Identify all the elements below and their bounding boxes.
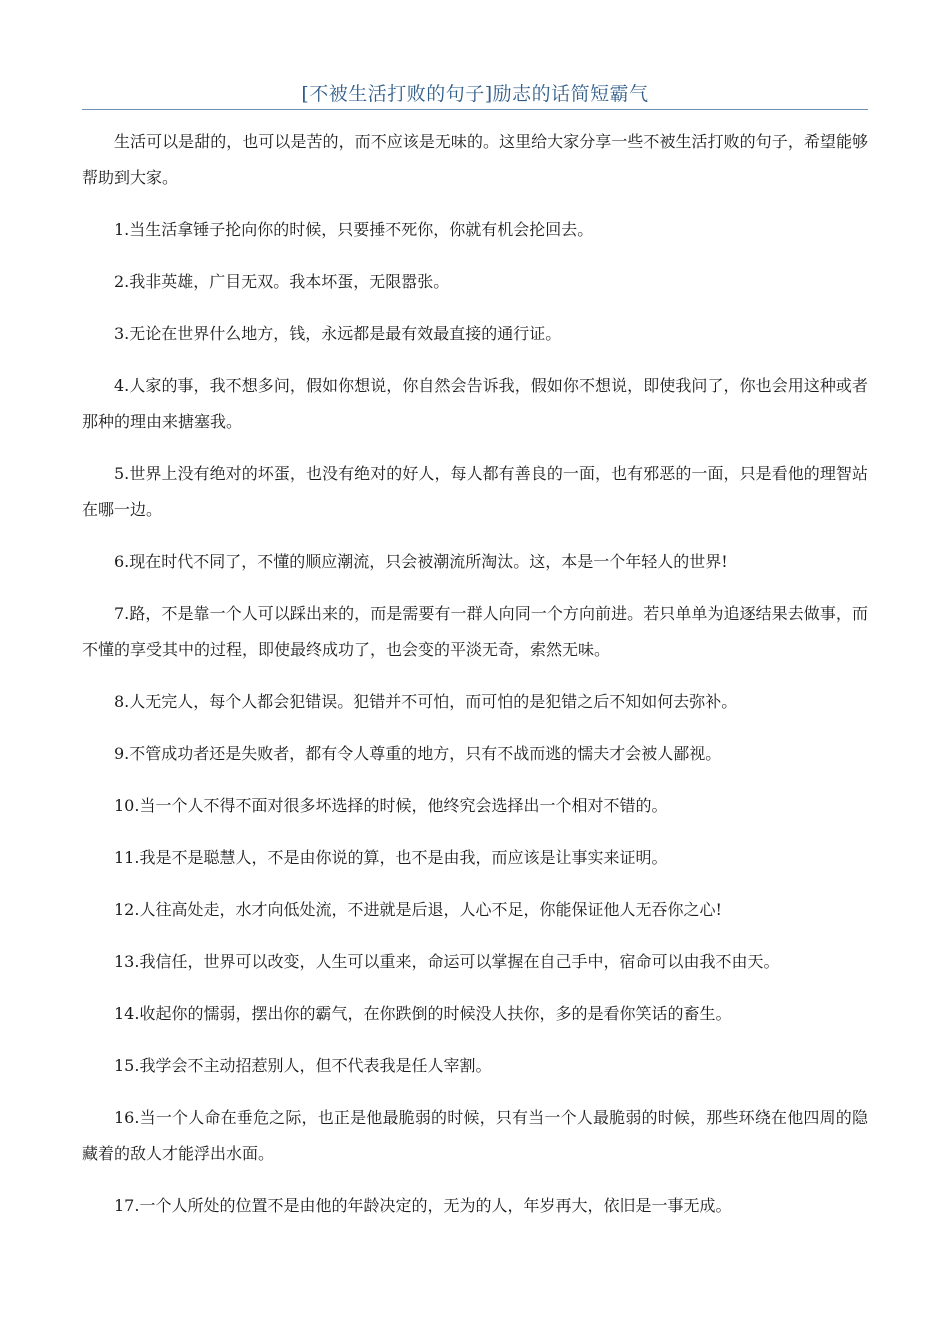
- quote-item-8: 8.人无完人，每个人都会犯错误。犯错并不可怕，而可怕的是犯错之后不知如何去弥补。: [114, 692, 738, 711]
- quote-item-13: 13.我信任，世界可以改变，人生可以重来，命运可以掌握在自己手中，宿命可以由我不由天。: [114, 952, 780, 971]
- quote-item-7: 7.路，不是靠一个人可以踩出来的，而是需要有一群人向同一个方向前进。若只单单为追逐结果去做事，而不懂的享受其中的过程，即使最终成功了，也会变的平淡无奇，索然无味。: [82, 604, 868, 659]
- quote-item-10: 10.当一个人不得不面对很多坏选择的时候，他终究会选择出一个相对不错的。: [114, 796, 668, 815]
- quote-item-11: 11.我是不是聪慧人，不是由你说的算，也不是由我，而应该是让事实来证明。: [114, 848, 668, 867]
- quote-item-16: 16.当一个人命在垂危之际，也正是他最脆弱的时候，只有当一个人最脆弱的时候，那些环绕在他四周的隐藏着的敌人才能浮出水面。: [82, 1108, 868, 1163]
- quote-item-2: 2.我非英雄，广目无双。我本坏蛋，无限嚣张。: [114, 272, 450, 291]
- quote-item-3: 3.无论在世界什么地方，钱，永远都是最有效最直接的通行证。: [114, 324, 562, 343]
- quote-item-14: 14.收起你的懦弱，摆出你的霸气，在你跌倒的时候没人扶你，多的是看你笑话的畜生。: [114, 1004, 732, 1023]
- title-divider: [82, 109, 868, 110]
- quote-item-5: 5.世界上没有绝对的坏蛋，也没有绝对的好人，每人都有善良的一面，也有邪恶的一面，只是看他的理智站在哪一边。: [82, 464, 868, 519]
- quote-item-9: 9.不管成功者还是失败者，都有令人尊重的地方，只有不战而逃的懦夫才会被人鄙视。: [114, 744, 722, 763]
- quote-item-15: 15.我学会不主动招惹别人，但不代表我是任人宰割。: [114, 1056, 492, 1075]
- quote-item-4: 4.人家的事，我不想多问，假如你想说，你自然会告诉我，假如你不想说，即使我问了，你也会用这种或者那种的理由来搪塞我。: [82, 376, 868, 431]
- quote-item-1: 1.当生活拿锤子抡向你的时候，只要捶不死你，你就有机会抡回去。: [114, 220, 594, 239]
- document-title: [不被生活打败的句子]励志的话简短霸气: [301, 83, 649, 105]
- quote-item-6: 6.现在时代不同了，不懂的顺应潮流，只会被潮流所淘汰。这，本是一个年轻人的世界!: [114, 552, 728, 571]
- quote-item-17: 17.一个人所处的位置不是由他的年龄决定的，无为的人，年岁再大，依旧是一事无成。: [114, 1196, 732, 1215]
- document-page: [82, 0, 868, 1224]
- intro-paragraph: 生活可以是甜的，也可以是苦的，而不应该是无味的。这里给大家分享一些不被生活打败的句子，希望能够帮助到大家。: [82, 132, 868, 187]
- quote-item-12: 12.人往高处走，水才向低处流，不进就是后退，人心不足，你能保证他人无吞你之心!: [114, 900, 722, 919]
